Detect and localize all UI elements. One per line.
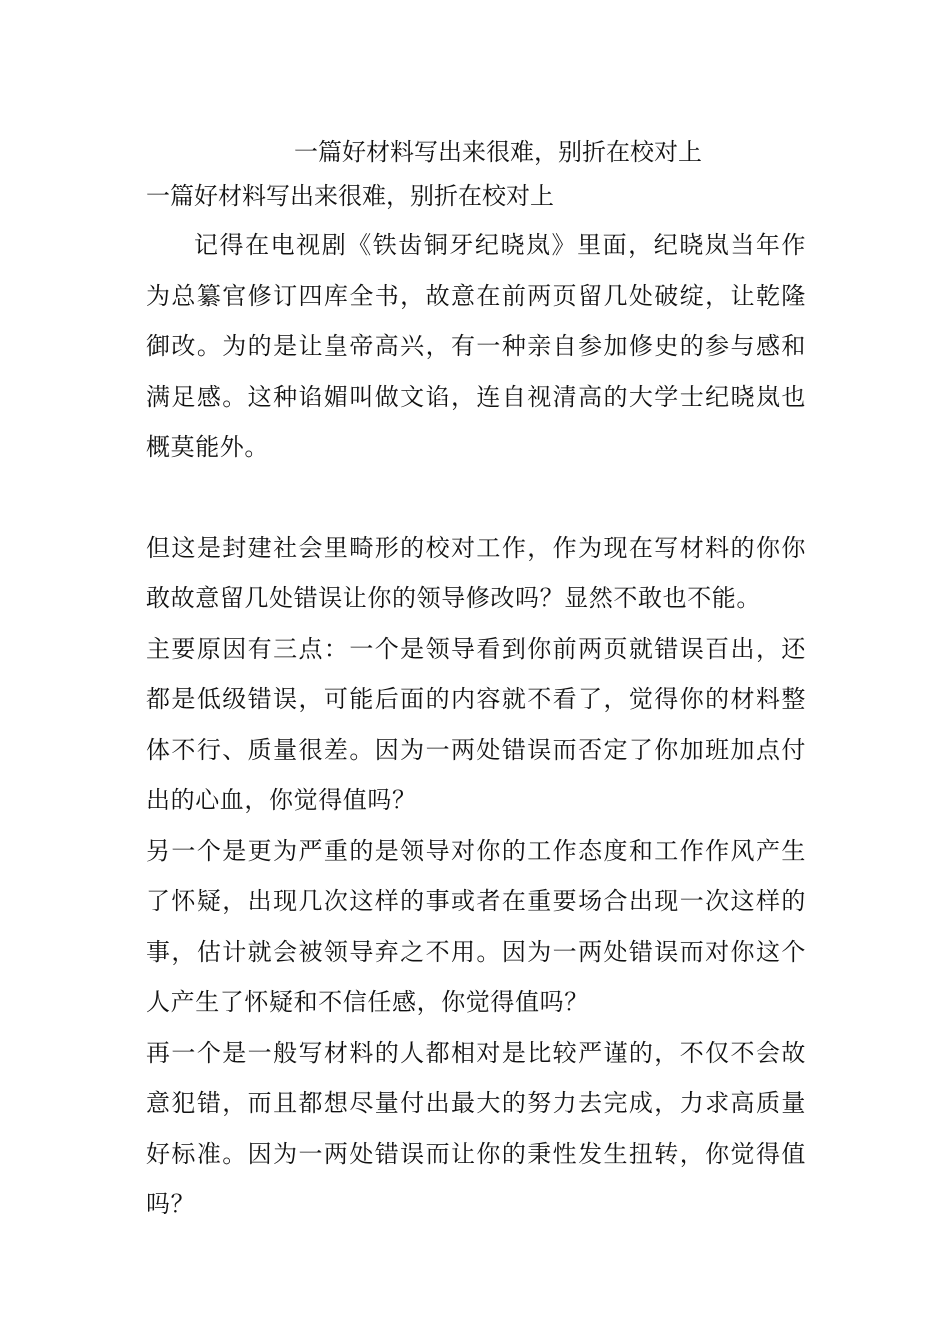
paragraph-spacer xyxy=(146,473,806,523)
document-body xyxy=(146,130,806,1230)
document-subtitle: 一篇好材料写出来很难，别折在校对上 xyxy=(146,182,554,210)
paragraph-reason-one: 主要原因有三点：一个是领导看到你前两页就错误百出，还都是低级错误，可能后面的内容就不看了，觉得你的材料整体不行、质量很差。因为一两处错误而否定了你加班加点付出的心血，你觉得值吗？ xyxy=(146,634,806,814)
paragraph-reason-three: 再一个是一般写材料的人都相对是比较严谨的，不仅不会故意犯错，而且都想尽量付出最大的努力去完成，力求高质量好标准。因为一两处错误而让你的秉性发生扭转，你觉得值吗？ xyxy=(146,1038,806,1218)
paragraph-reason-two: 另一个是更为严重的是领导对你的工作态度和工作作风产生了怀疑，出现几次这样的事或者在重要场合出现一次这样的事，估计就会被领导弃之不用。因为一两处错误而对你这个人产生了怀疑和不信任感，你觉得值吗？ xyxy=(146,836,806,1016)
paragraph-question: 但这是封建社会里畸形的校对工作，作为现在写材料的你你敢故意留几处错误让你的领导修改吗？显然不敢也不能。 xyxy=(146,533,806,612)
document-title: 一篇好材料写出来很难，别折在校对上 xyxy=(294,138,702,166)
paragraph-intro: 记得在电视剧《铁齿铜牙纪晓岚》里面，纪晓岚当年作为总纂官修订四库全书，故意在前两页留几处破绽，让乾隆御改。为的是让皇帝高兴，有一种亲自参加修史的参与感和满足感。这种谄媚叫做文谄，连自视清高的大学士纪晓岚也概莫能外。 xyxy=(146,231,806,461)
